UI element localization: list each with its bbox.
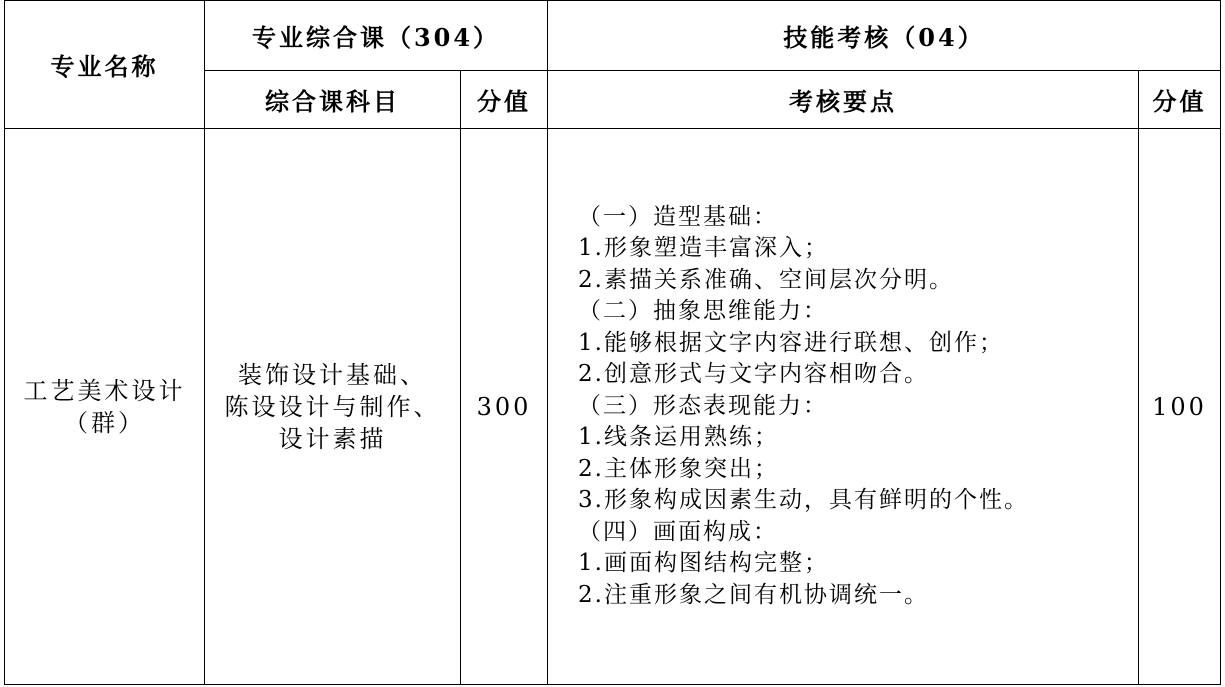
subjects-cell xyxy=(205,129,461,685)
requirement-line: 1.形象塑造丰富深入； xyxy=(578,235,829,262)
header-score-skill: 分值 xyxy=(1139,71,1221,129)
requirement-line: 2.素描关系准确、空间层次分明。 xyxy=(578,266,954,293)
requirement-line: （三）形态表现能力： xyxy=(578,392,829,419)
header-course-subjects: 综合课科目 xyxy=(205,71,461,129)
major-group: （群） xyxy=(64,408,145,437)
requirement-line: （一）造型基础： xyxy=(578,203,779,230)
subject-item: 陈设设计与制作、 xyxy=(224,392,441,421)
header-key-points: 考核要点 xyxy=(548,71,1139,129)
header-comprehensive-course: 专业综合课（304） xyxy=(205,1,548,71)
header-skill-assessment: 技能考核（04） xyxy=(548,1,1221,71)
major-name: 工艺美术设计 xyxy=(23,376,186,405)
exam-table xyxy=(4,0,1221,685)
subject-item: 装饰设计基础、 xyxy=(238,360,427,389)
course-score: 300 xyxy=(461,129,548,685)
requirement-line: 1.线条运用熟练； xyxy=(578,424,779,451)
requirement-line: 1.画面构图结构完整； xyxy=(578,550,829,577)
requirements-cell xyxy=(548,129,1139,685)
header-major-name: 专业名称 xyxy=(5,1,205,129)
requirement-line: 1.能够根据文字内容进行联想、创作； xyxy=(578,329,1004,356)
requirement-line: （四）画面构成： xyxy=(578,518,779,545)
requirement-line: （二）抽象思维能力： xyxy=(578,298,829,325)
requirement-line: 2.创意形式与文字内容相吻合。 xyxy=(578,361,929,388)
requirement-line: 3.形象构成因素生动，具有鲜明的个性。 xyxy=(578,487,1029,514)
requirement-line: 2.主体形象突出； xyxy=(578,455,779,482)
requirement-line: 2.注重形象之间有机协调统一。 xyxy=(578,581,929,608)
header-score-course: 分值 xyxy=(461,71,548,129)
skill-score: 100 xyxy=(1139,129,1221,685)
major-cell xyxy=(5,129,205,685)
subject-item: 设计素描 xyxy=(278,424,387,453)
